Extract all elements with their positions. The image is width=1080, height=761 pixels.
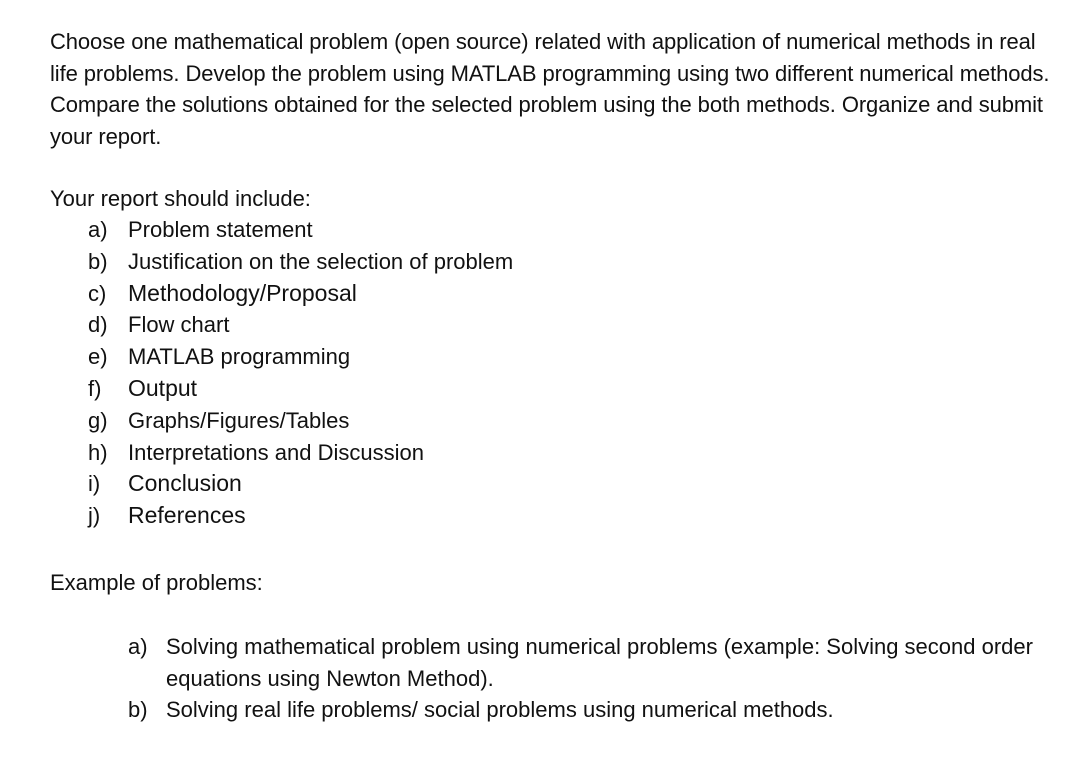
list-marker: e)	[88, 344, 108, 370]
examples-list	[128, 631, 1048, 726]
list-item-text: Justification on the selection of problem	[128, 248, 514, 274]
list-item-text: Problem statement	[128, 217, 313, 242]
list-marker: b)	[128, 697, 148, 722]
list-item	[88, 309, 513, 341]
report-requirements-list	[88, 214, 513, 532]
list-marker: i)	[88, 471, 101, 497]
list-item-text: Solving mathematical problem using numerical problems (example: Solving second order equations using Newton Method).	[166, 634, 1033, 691]
list-marker: c)	[88, 280, 107, 306]
list-item-text: Output	[128, 374, 198, 401]
list-item	[88, 214, 513, 246]
list-item	[88, 437, 513, 469]
list-marker: a)	[128, 634, 148, 659]
list-marker: d)	[88, 312, 108, 338]
list-item	[128, 631, 1048, 694]
list-marker: a)	[88, 217, 108, 242]
list-item-text: Flow chart	[128, 312, 230, 338]
list-item	[88, 373, 513, 405]
list-item	[88, 278, 513, 310]
list-item-text: Solving real life problems/ social problems using numerical methods.	[166, 697, 834, 722]
list-item	[88, 500, 513, 532]
list-item	[88, 246, 513, 278]
list-item	[88, 341, 513, 373]
list-item-text: MATLAB programming	[128, 344, 351, 370]
list-marker: j)	[88, 503, 101, 529]
list-marker: f)	[88, 375, 102, 401]
list-marker: b)	[88, 248, 108, 274]
report-heading: Your report should include:	[50, 186, 311, 211]
list-item-text: Methodology/Proposal	[128, 279, 357, 306]
list-marker: g)	[88, 407, 108, 433]
list-marker: h)	[88, 439, 108, 465]
list-item	[88, 405, 513, 437]
list-item-text: Interpretations and Discussion	[128, 439, 424, 465]
list-item-text: Graphs/Figures/Tables	[128, 407, 350, 433]
examples-heading: Example of problems:	[50, 570, 263, 595]
intro-paragraph: Choose one mathematical problem (open source) related with application of numerical methods in real life problems. Develop the problem using MATLAB programming using two different numerical methods. Compare the solutions obtained for the selected problem using the both methods. Organize and submit your report.	[50, 29, 1050, 149]
list-item	[88, 468, 513, 500]
list-item-text: Conclusion	[128, 470, 242, 497]
list-item	[128, 694, 1048, 726]
list-item-text: References	[128, 502, 246, 529]
